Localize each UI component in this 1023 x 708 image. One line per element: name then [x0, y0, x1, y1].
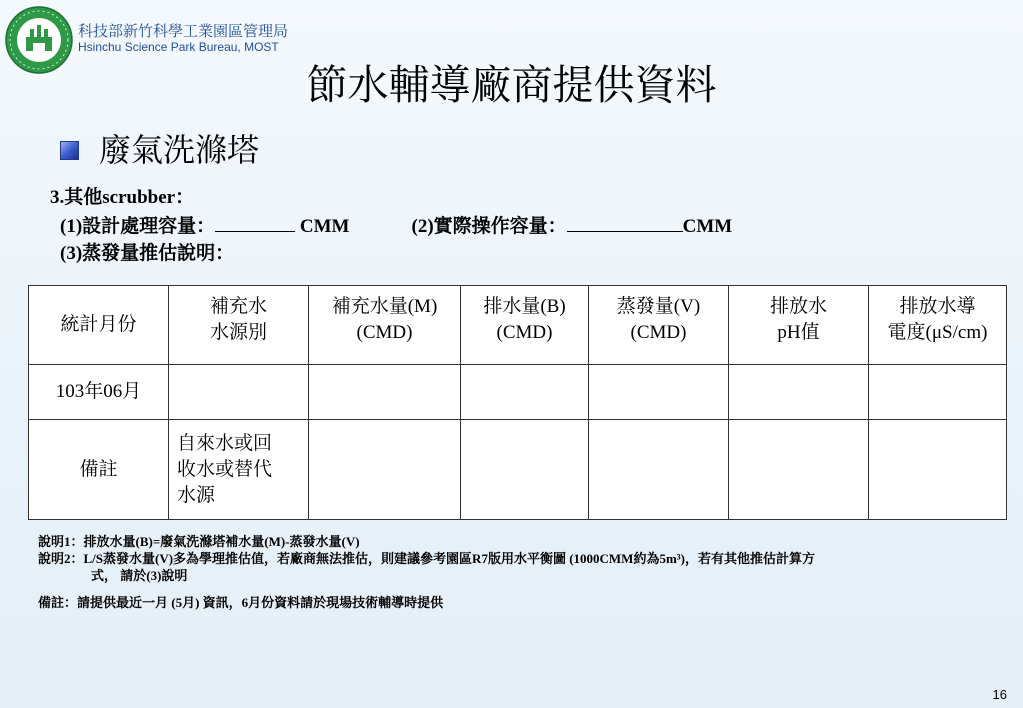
- design-capacity-field[interactable]: [215, 211, 295, 232]
- org-name-zh: 科技部新竹科學工業園區管理局: [78, 22, 289, 40]
- section-heading: [60, 130, 259, 170]
- row-month-label: 103年06月: [29, 365, 169, 420]
- header-conductivity: 排放水導 電度(μS/cm): [869, 286, 1007, 365]
- cell-input[interactable]: [729, 365, 869, 420]
- page-title: 節水輔導廠商提供資料: [306, 61, 717, 109]
- remark-note: 備註：請提供最近一月 (5月) 資訊，6月份資料請於現場技術輔導時提供: [38, 595, 444, 610]
- organization-name: [78, 22, 288, 55]
- scrubber-form: [50, 184, 732, 267]
- cell-input[interactable]: [729, 420, 869, 520]
- note-2-continued: 式， 請於(3)說明: [91, 568, 188, 583]
- note-1: 說明1：排放水量(B)=廢氣洗滌塔補水量(M)-蒸發水量(V): [38, 534, 360, 549]
- actual-capacity-label: (2)實際操作容量：: [411, 216, 567, 237]
- cell-input[interactable]: [869, 420, 1007, 520]
- cell-input[interactable]: [589, 420, 729, 520]
- cell-input[interactable]: [869, 365, 1007, 420]
- actual-capacity-field[interactable]: [567, 211, 683, 232]
- data-table: [28, 285, 1007, 520]
- cell-input[interactable]: [461, 365, 589, 420]
- header-discharge: 排水量(B) (CMD): [461, 286, 589, 365]
- header-makeup-water: 補充水量(M) (CMD): [309, 286, 461, 365]
- notes: [38, 533, 815, 611]
- cell-input[interactable]: [309, 365, 461, 420]
- header-evaporation: 蒸發量(V) (CMD): [589, 286, 729, 365]
- cell-input[interactable]: [461, 420, 589, 520]
- org-name-en: Hsinchu Science Park Bureau, MOST: [78, 40, 279, 54]
- header-water-source: 補充水 水源別: [169, 286, 309, 365]
- table-row: [29, 365, 1007, 420]
- row-remark-label: 備註: [29, 420, 169, 520]
- cell-input[interactable]: [309, 420, 461, 520]
- square-bullet-icon: [60, 141, 79, 160]
- note-2: 說明2：L/S蒸發水量(V)多為學理推估值，若廠商無法推估，則建議參考園區R7版用水平衡圖 (1000CMM約為5m³)，若有其他推估計算方: [38, 551, 816, 566]
- design-capacity-unit: CMM: [299, 216, 350, 237]
- water-source-note: 自來水或回 收水或替代 水源: [169, 420, 309, 520]
- evaporation-estimate-label: (3)蒸發量推估說明：: [60, 243, 235, 264]
- form-item-3: 3.其他scrubber：: [50, 187, 195, 208]
- page-number: 16: [992, 687, 1007, 702]
- design-capacity-label: (1)設計處理容量：: [60, 216, 216, 237]
- cell-input[interactable]: [169, 365, 309, 420]
- actual-capacity-unit: CMM: [682, 216, 733, 237]
- capacity-line: [50, 211, 732, 240]
- section-heading-text: 廢氣洗滌塔: [99, 131, 260, 169]
- header-month: 統計月份: [29, 286, 169, 365]
- cell-input[interactable]: [589, 365, 729, 420]
- table-header-row: [29, 286, 1007, 365]
- header-ph: 排放水 pH值: [729, 286, 869, 365]
- table-row: [29, 420, 1007, 520]
